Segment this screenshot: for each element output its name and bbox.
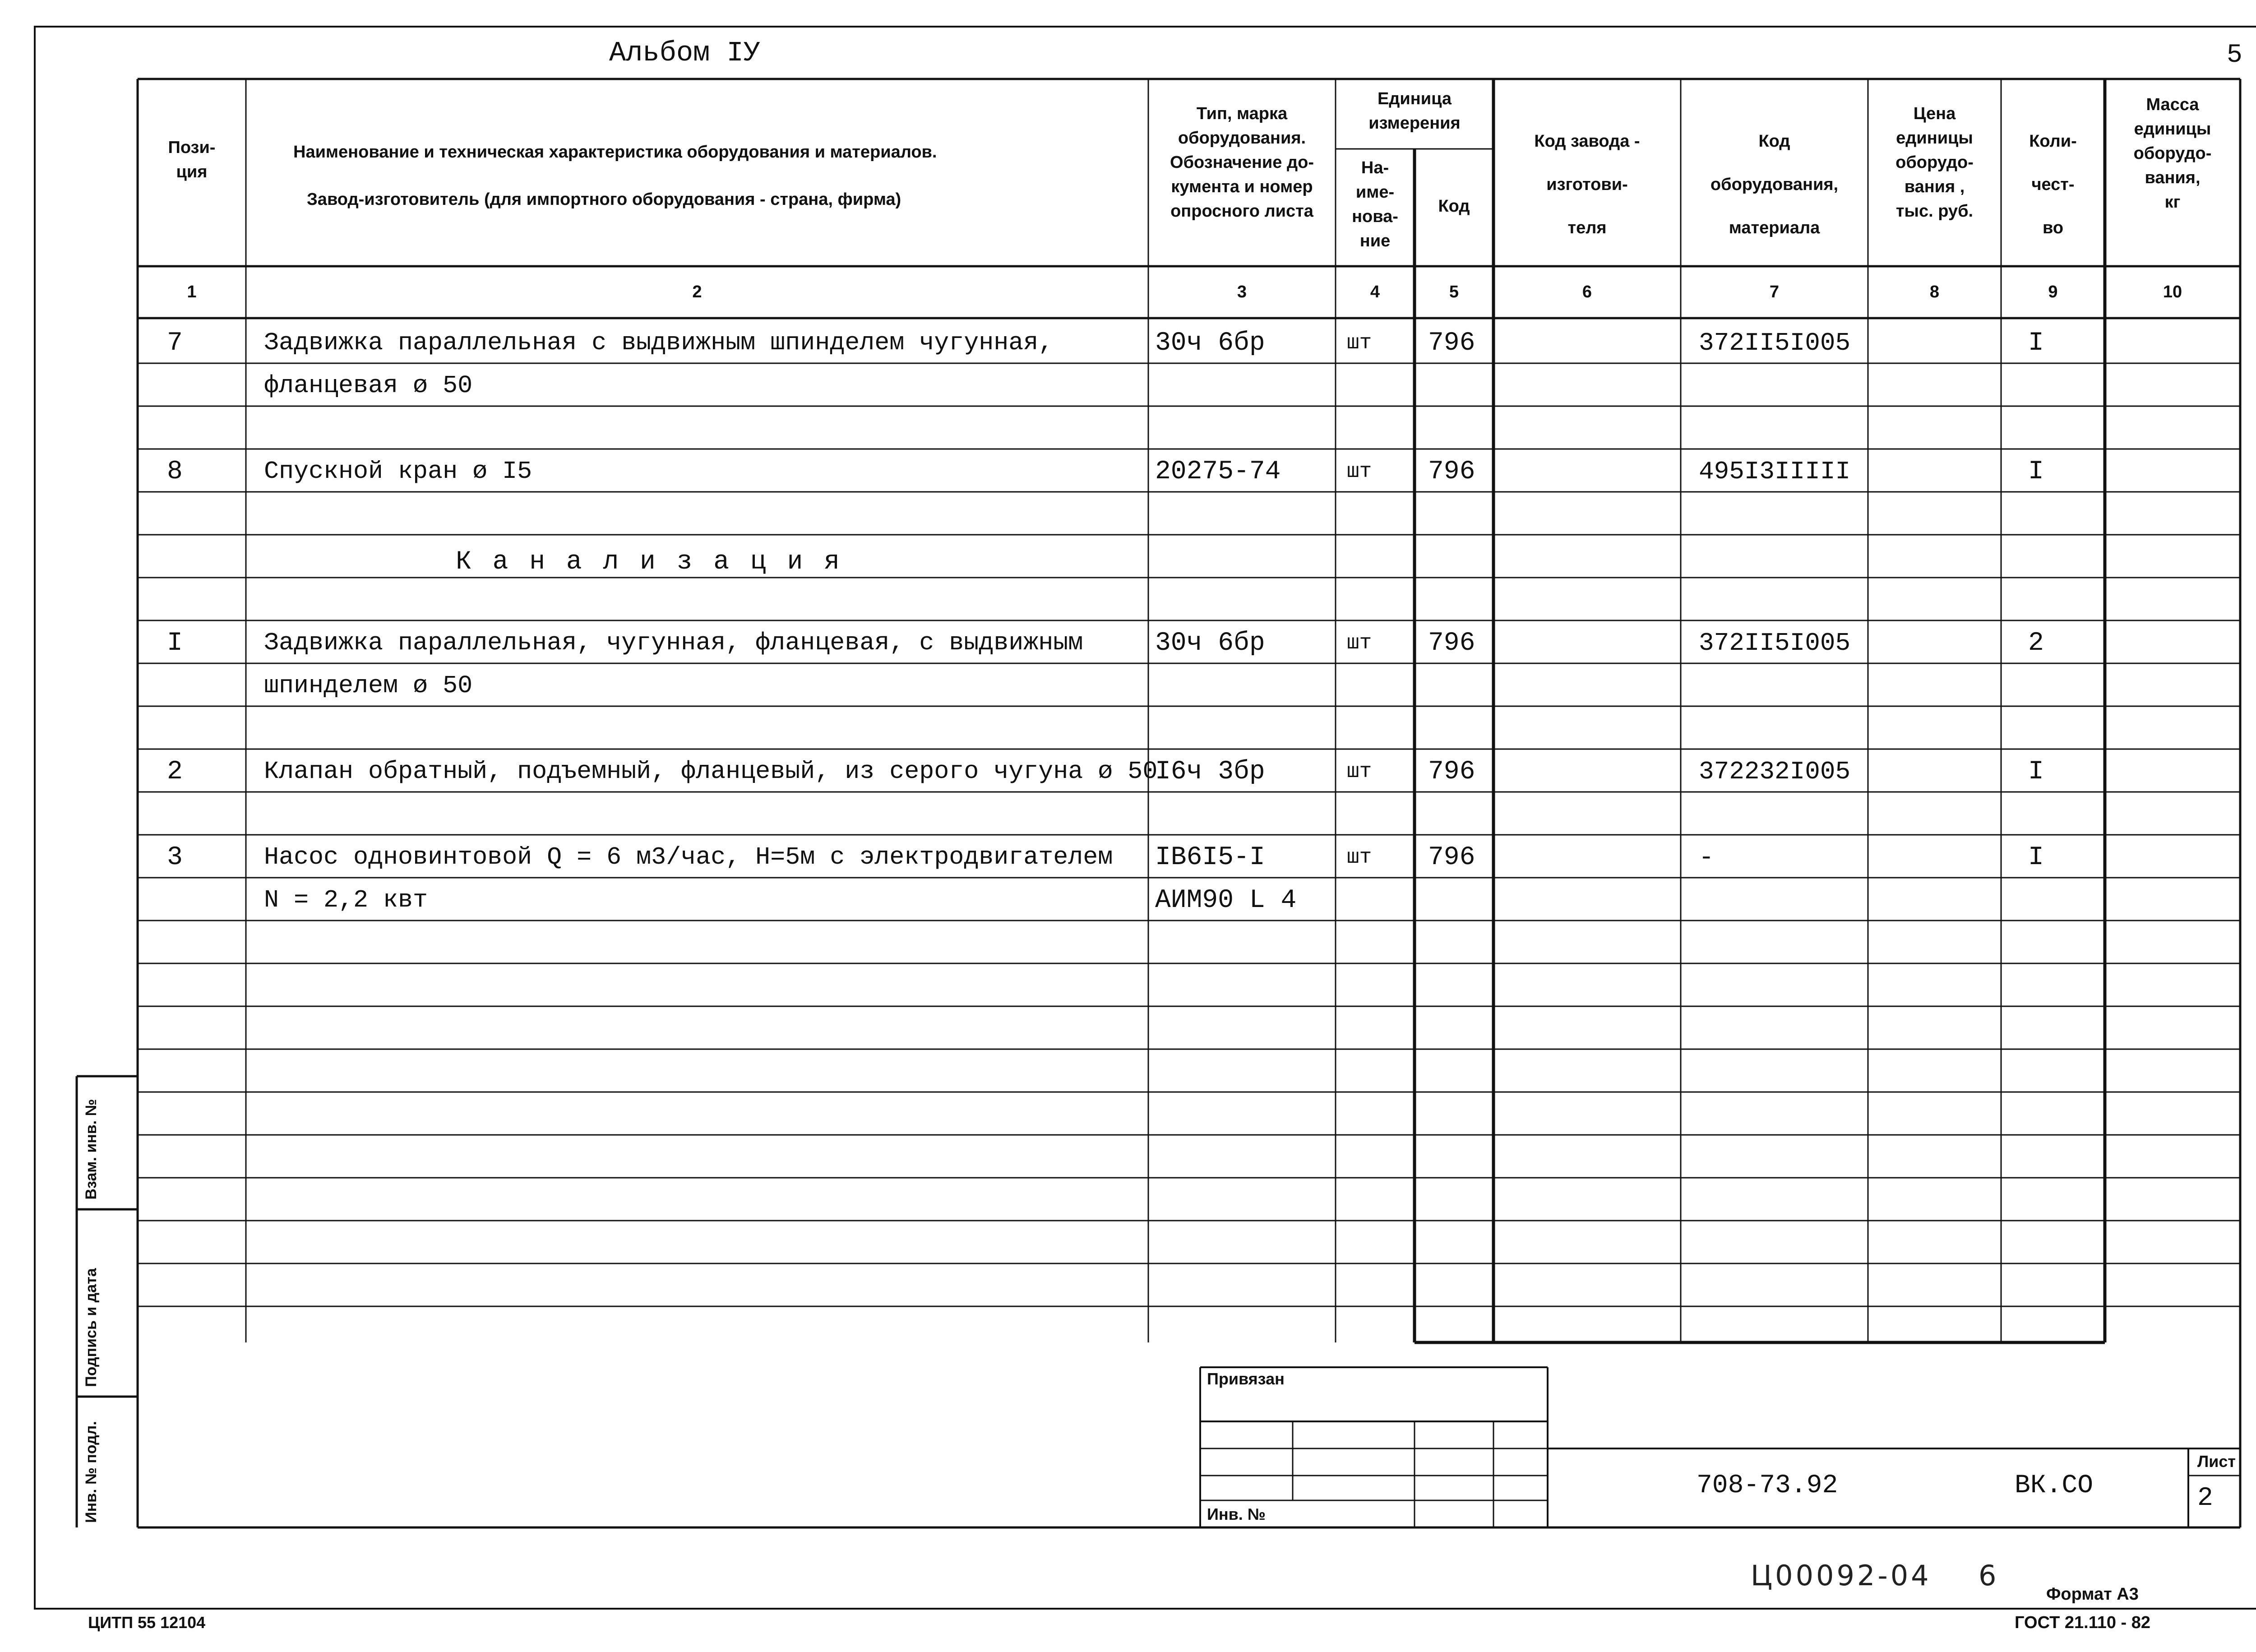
row-type: IВ6I5-I: [1155, 843, 1265, 872]
header-mass-line: Масса: [2146, 95, 2199, 114]
header-plant-code-line: теля: [1567, 218, 1607, 237]
gost-label: ГОСТ 21.110 - 82: [2015, 1613, 2151, 1632]
header-type-line: кумента и номер: [1171, 177, 1313, 196]
header-unit-name: [1336, 156, 1415, 253]
column-number: 4: [1370, 282, 1380, 301]
row-position: 2: [167, 757, 183, 787]
row-unit-code: 796: [1428, 757, 1475, 787]
row-equipment-code: 372II5I005: [1699, 629, 1851, 657]
row-equipment-code: -: [1699, 843, 1714, 872]
row-unit-code: 796: [1428, 457, 1475, 486]
handwritten-number: 6: [1979, 1559, 1997, 1592]
header-quantity-line: Коли-: [2029, 132, 2077, 151]
document-number: 708-73.92: [1697, 1471, 1838, 1500]
column-number: 5: [1449, 282, 1459, 301]
header-equipment-code-line: Код: [1758, 132, 1790, 151]
header-plant-code: [1493, 120, 1681, 250]
sheet-number: 2: [2197, 1484, 2213, 1513]
sheet-corner-number: 5: [2227, 41, 2242, 70]
header-unit-name-line: На-: [1361, 158, 1389, 177]
header-equipment-code: [1681, 120, 1868, 250]
header-quantity-line: во: [2042, 218, 2064, 237]
row-unit-code: 796: [1428, 329, 1475, 358]
row-unit-code: 796: [1428, 843, 1475, 872]
row-name: Спускной кран ø I5: [264, 457, 532, 486]
row-position: 7: [167, 329, 183, 358]
column-number: 7: [1769, 282, 1780, 301]
row-type: 20275-74: [1155, 457, 1281, 486]
header-price-line: Цена: [1913, 104, 1956, 123]
row-unit: шт: [1347, 331, 1372, 355]
row-unit: шт: [1347, 631, 1372, 655]
handwritten-code: Ц00092-04: [1751, 1559, 1932, 1592]
header-type-line: Обозначение до-: [1170, 153, 1314, 172]
row-name: Задвижка параллельная с выдвижным шпинделем чугунная,: [264, 329, 1054, 357]
header-price-line: тыс. руб.: [1895, 202, 1974, 221]
document-mark: ВК.СО: [2015, 1471, 2094, 1500]
header-unit-group-line: Единица: [1377, 89, 1452, 108]
row-name: N = 2,2 квт: [264, 886, 428, 914]
header-position-line: Пози-: [168, 138, 216, 157]
row-position: I: [167, 629, 183, 658]
row-equipment-code: 495I3IIIII: [1699, 457, 1851, 486]
header-type-line: Тип, марка: [1196, 104, 1288, 123]
row-quantity: I: [2028, 843, 2044, 872]
row-unit: шт: [1347, 460, 1372, 483]
header-mass-line: кг: [2164, 193, 2181, 212]
header-position-line: ция: [176, 162, 208, 181]
row-quantity: 2: [2028, 629, 2044, 658]
row-name: Клапан обратный, подъемный, фланцевый, из серого чугуна ø 50: [264, 757, 1158, 786]
header-unit-group: [1336, 87, 1493, 135]
header-unit-name-line: нова-: [1352, 207, 1398, 226]
row-quantity: I: [2028, 757, 2044, 787]
header-unit-group-line: измерения: [1368, 114, 1461, 133]
row-equipment-code: 372II5I005: [1699, 329, 1851, 357]
header-type-line: оборудования.: [1178, 129, 1306, 148]
inv-no-label: Инв. №: [1207, 1505, 1266, 1523]
side-stamp-replacement: Взам. инв. №: [83, 1099, 100, 1200]
header-plant-code-line: Код завода -: [1534, 132, 1640, 151]
row-name: Насос одновинтовой Q = 6 м3/час, Н=5м с электродвигателем: [264, 843, 1113, 871]
header-type: [1148, 102, 1336, 223]
format-label: Формат А3: [2046, 1585, 2139, 1604]
header-name-line: Завод-изготовитель (для импортного оборудования - страна, фирма): [307, 190, 901, 209]
row-unit: шт: [1347, 846, 1372, 869]
header-unit-name-line: ние: [1359, 231, 1391, 250]
header-price: [1868, 102, 2001, 223]
column-number: 8: [1929, 282, 1940, 301]
row-name: шпинделем ø 50: [264, 671, 473, 700]
privyazan-label: Привязан: [1207, 1370, 1285, 1388]
header-name: [293, 129, 937, 223]
header-plant-code-line: изготови-: [1546, 175, 1628, 194]
row-type: 30ч 6бр: [1155, 629, 1265, 658]
section-title: К а н а л и з а ц и я: [456, 547, 842, 577]
row-position: 8: [167, 457, 183, 486]
row-unit: шт: [1347, 760, 1372, 783]
header-price-line: вания ,: [1904, 177, 1965, 196]
row-unit-code: 796: [1428, 629, 1475, 658]
row-quantity: I: [2028, 329, 2044, 358]
side-stamp-signature-date: Подпись и дата: [83, 1268, 100, 1387]
header-unit-code: Код: [1438, 197, 1470, 216]
header-price-line: единицы: [1896, 129, 1973, 148]
row-equipment-code: 372232I005: [1699, 757, 1851, 786]
row-type: 30ч 6бр: [1155, 329, 1265, 358]
row-type: I6ч 3бр: [1155, 757, 1265, 787]
row-position: 3: [167, 843, 183, 872]
header-quantity-line: чест-: [2031, 175, 2075, 194]
row-name: Задвижка параллельная, чугунная, фланцевая, с выдвижным: [264, 629, 1083, 657]
header-type-line: опросного листа: [1170, 202, 1313, 221]
side-stamp-inventory: Инв. № подл.: [83, 1421, 100, 1523]
header-equipment-code-line: материала: [1729, 218, 1820, 237]
row-name: фланцевая ø 50: [264, 371, 473, 400]
header-name-line: Наименование и техническая характеристика оборудования и материалов.: [293, 143, 937, 162]
sheet-label: Лист: [2197, 1452, 2236, 1471]
album-label: Альбом IУ: [609, 37, 760, 69]
header-equipment-code-line: оборудования,: [1710, 175, 1839, 194]
header-unit-name-line: име-: [1355, 183, 1395, 202]
column-number: 10: [2163, 282, 2182, 301]
column-number: 3: [1237, 282, 1247, 301]
column-number: 2: [692, 282, 702, 301]
header-mass: [2105, 93, 2240, 214]
left-stamp-code: ЦИТП 55 12104: [88, 1613, 206, 1632]
row-quantity: I: [2028, 457, 2044, 486]
row-type: АИМ90 L 4: [1155, 886, 1297, 915]
header-mass-line: оборудо-: [2133, 144, 2212, 163]
header-mass-line: вания,: [2145, 168, 2201, 187]
header-position: [138, 135, 246, 184]
column-number: 9: [2048, 282, 2058, 301]
column-number: 6: [1582, 282, 1592, 301]
header-mass-line: единицы: [2134, 120, 2211, 139]
column-number: 1: [187, 282, 197, 301]
header-price-line: оборудо-: [1895, 153, 1974, 172]
header-quantity: [2001, 120, 2105, 250]
